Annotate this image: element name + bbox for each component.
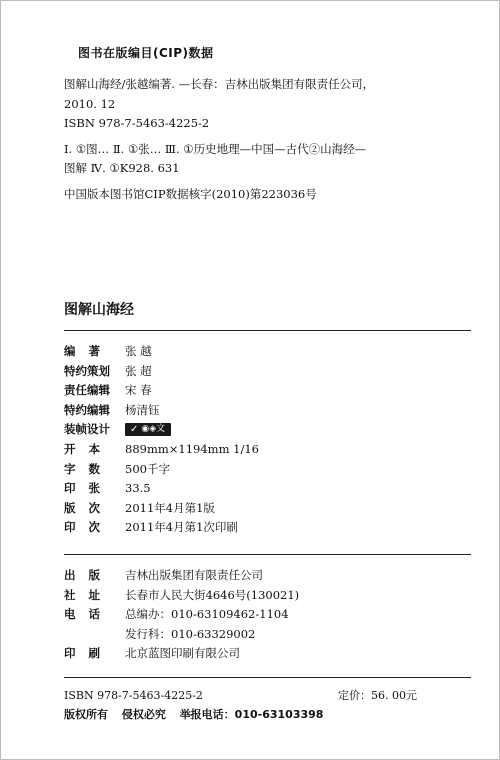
detail-row-word-count [64,460,471,480]
detail-key: 开本 [64,441,113,456]
report-phone: 举报电话：010-63103398 [179,708,324,721]
footer-isbn: ISBN 978-7-5463-4225-2 [64,689,203,702]
detail-row-edition [64,499,471,519]
publisher-key [64,625,125,645]
book-details [64,342,471,538]
detail-row-planner [64,362,471,382]
detail-value: 2011年4月第1次印刷 [125,520,238,535]
detail-key: 印张 [64,481,113,496]
detail-key: 印次 [64,520,113,535]
cip-line-1: 图解山海经/张越编著. —长春：吉林出版集团有限责任公司， [64,77,375,91]
detail-row-special-editor [64,401,471,421]
detail-value: 889mm×1194mm 1/16 [125,441,259,456]
detail-row-sheets [64,479,471,499]
publisher-value: 发行科：010-63329002 [125,626,256,641]
detail-key: 字数 [64,461,113,476]
detail-row-format [64,440,471,460]
publisher-value: 长春市人民大街4646号(130021) [125,587,300,602]
footer-isbn-price [64,686,471,705]
publisher-row-phone-sales [64,625,471,645]
cip-heading: 图书在版编目(CIP)数据 [78,46,214,60]
cip-record-number: 中国版本图书馆CIP数据核字(2010)第223036号 [64,186,317,201]
publisher-key: 印刷 [64,646,113,661]
detail-row-design [64,420,471,440]
detail-value: 张 超 [125,363,152,378]
publisher-row-address [64,586,471,606]
publisher-value: 吉林出版集团有限责任公司 [125,568,263,582]
divider-top [64,330,471,331]
check-mark-icon: ✓ [130,424,139,436]
divider-bottom [64,677,471,678]
detail-key: 特约策划 [64,363,110,378]
detail-value: 张 越 [125,344,152,358]
cip-line-2: 2010. 12 [64,96,116,111]
detail-row-editor [64,381,471,401]
detail-value: 500千字 [125,461,170,476]
piracy-notice: 侵权必究 [121,708,166,721]
logo-glyphs: ◉◈文 [141,424,166,435]
footer-price: 定价：56. 00元 [338,689,417,702]
detail-key: 版次 [64,500,113,515]
publisher-row-phone [64,605,471,625]
publisher-value: 北京蓝图印刷有限公司 [125,646,240,661]
book-title: 图解山海经 [64,302,134,318]
detail-key: 特约编辑 [64,402,110,417]
publisher-row-printer [64,644,471,664]
publisher-value: 总编办：010-63109462-1104 [125,607,289,622]
divider-middle [64,554,471,555]
detail-value: 33.5 [125,481,151,496]
cip-classification-2: 图解 Ⅳ. ①K928. 631 [64,161,180,175]
publisher-key: 社址 [64,587,113,602]
publisher-key: 出版 [64,568,113,582]
detail-value: 宋 春 [125,383,152,398]
designer-logo-icon [125,423,171,436]
detail-key: 装帧设计 [64,422,110,437]
publisher-row-name [64,566,471,586]
detail-key: 编著 [64,344,113,358]
cip-isbn: ISBN 978-7-5463-4225-2 [64,116,210,130]
cip-block [64,75,464,204]
publisher-details [64,566,471,664]
detail-value: 杨清钰 [125,402,160,417]
footer-rights [64,705,471,724]
footer [64,686,471,724]
detail-value: 2011年4月第1版 [125,500,215,515]
detail-row-author [64,342,471,362]
cip-classification-1: Ⅰ. ①图… Ⅱ. ①张… Ⅲ. ①历史地理—中国—古代②山海经— [64,141,367,156]
rights-reserved: 版权所有 [64,708,108,721]
detail-row-printing [64,518,471,538]
publisher-key: 电话 [64,607,113,622]
detail-key: 责任编辑 [64,383,110,398]
